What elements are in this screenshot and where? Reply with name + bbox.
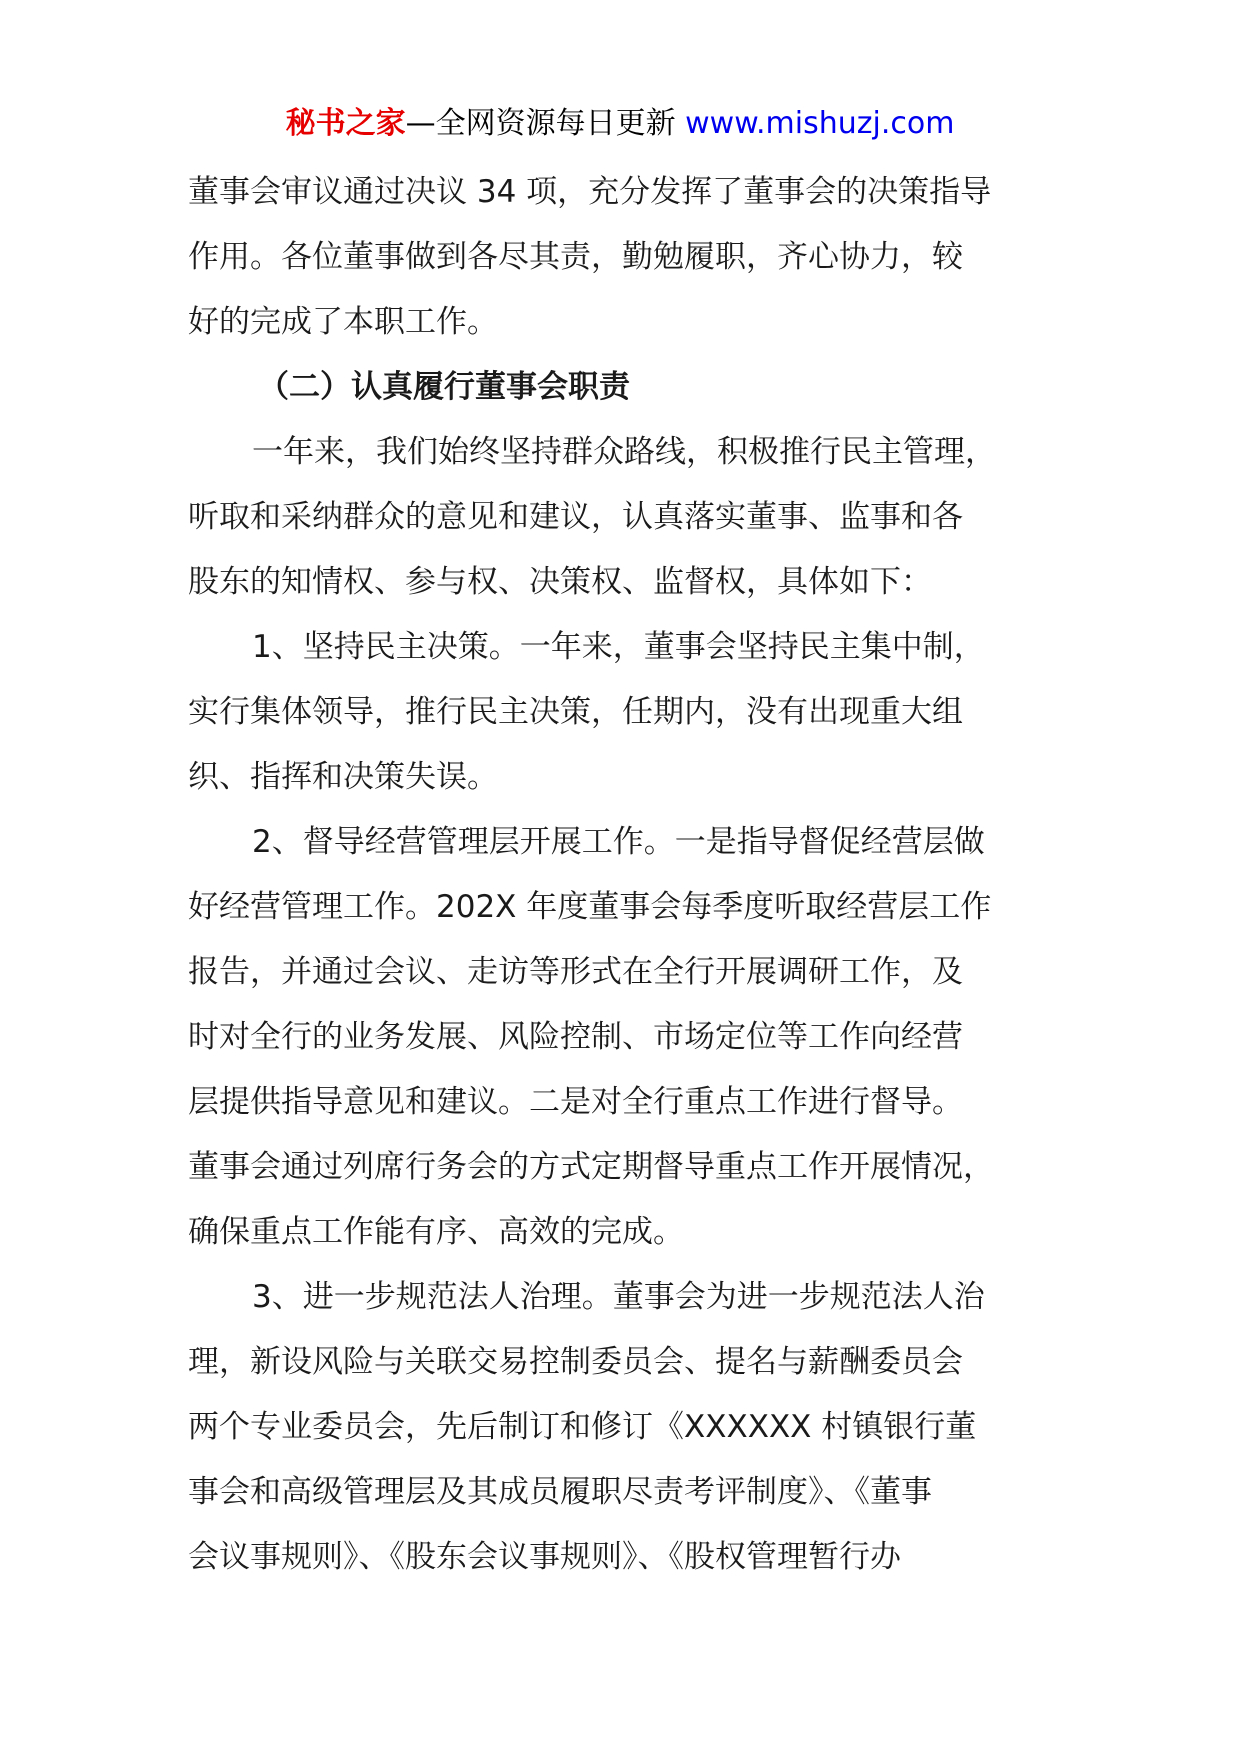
text-line: 股东的知情权、参与权、决策权、监督权，具体如下： [188,564,932,600]
text-line: 作用。各位董事做到各尽其责，勤勉履职，齐心协力，较 [188,239,963,275]
text-line: 报告，并通过会议、走访等形式在全行开展调研工作，及 [188,954,963,990]
paragraph-start: 3、进一步规范法人治理。董事会为进一步规范法人治 [252,1279,985,1315]
text-line: 确保重点工作能有序、高效的完成。 [188,1214,684,1250]
header-site-link[interactable]: www.mishuzj.com [685,106,955,141]
paragraph-start: 1、坚持民主决策。一年来，董事会坚持民主集中制， [252,629,985,665]
text-line: 实行集体领导，推行民主决策，任期内，没有出现重大组 [188,694,963,730]
text-line: 会议事规则》、《股东会议事规则》、《股权管理暂行办 [188,1539,901,1575]
header-brand: 秘书之家 [285,106,406,141]
text-line: 好的完成了本职工作。 [188,304,498,340]
paragraph-start: 2、督导经营管理层开展工作。一是指导督促经营层做 [252,824,985,860]
text-line: 两个专业委员会，先后制订和修订《XXXXXX 村镇银行董 [188,1409,977,1445]
text-line: 董事会审议通过决议 34 项，充分发挥了董事会的决策指导 [188,174,992,210]
document-body [188,160,1068,1590]
paragraph-start: 一年来，我们始终坚持群众路线，积极推行民主管理， [252,434,996,470]
text-line: 织、指挥和决策失误。 [188,759,498,795]
text-line: 听取和采纳群众的意见和建议，认真落实董事、监事和各 [188,499,963,535]
text-line: 层提供指导意见和建议。二是对全行重点工作进行督导。 [188,1084,963,1120]
text-line: 好经营管理工作。202X 年度董事会每季度听取经营层工作 [188,889,992,925]
page-header [0,100,1240,148]
text-line: 理，新设风险与关联交易控制委员会、提名与薪酬委员会 [188,1344,963,1380]
header-tagline: —全网资源每日更新 [405,106,686,141]
text-line: 事会和高级管理层及其成员履职尽责考评制度》、《董事 [188,1474,932,1510]
section-heading: （二）认真履行董事会职责 [258,369,630,405]
text-line: 董事会通过列席行务会的方式定期督导重点工作开展情况， [188,1149,994,1185]
text-line: 时对全行的业务发展、风险控制、市场定位等工作向经营 [188,1019,963,1055]
